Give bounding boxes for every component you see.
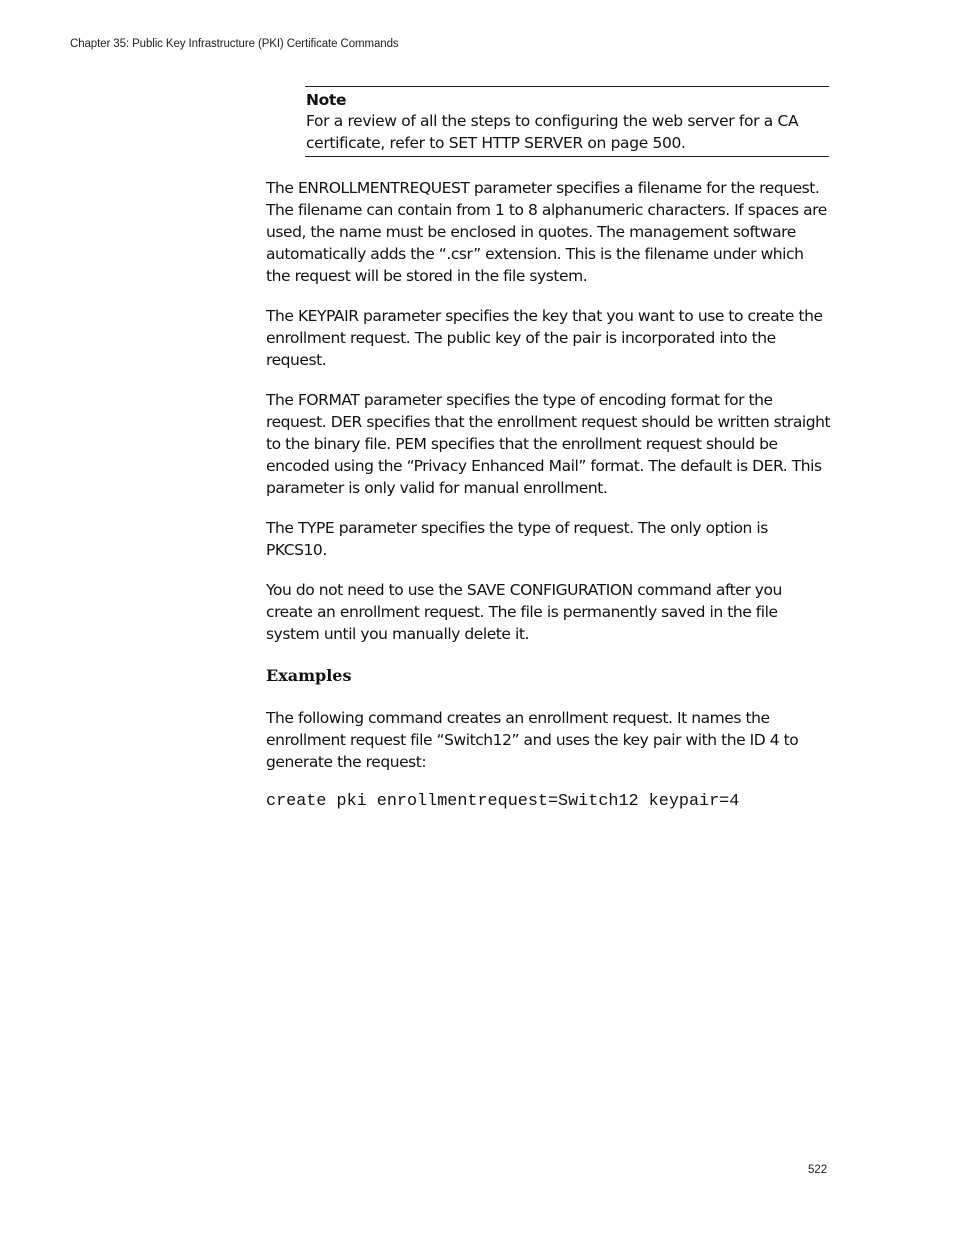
paragraph-keypair: The KEYPAIR parameter specifies the key that you want to use to create the enrollment request. The public key of the pair is incorporated into the request. [266,307,823,369]
note-text: For a review of all the steps to configuring the web server for a CA certificate, refer to SET HTTP SERVER on page 500. [306,112,799,152]
paragraph-format: The FORMAT parameter specifies the type of encoding format for the request. DER specifies that the enrollment request should be written straight to the binary file. PEM specifies that the enrollment request should be encoded using the “Privacy Enhanced Mail” format. The default is DER. This parameter is only valid for manual enrollment. [266,391,831,497]
paragraph-type: The TYPE parameter specifies the type of request. The only option is PKCS10. [266,519,768,559]
examples-intro: The following command creates an enrollment request. It names the enrollment request file “Switch12” and uses the key pair with the ID 4 to generate the request: [266,709,799,771]
paragraph-save-configuration: You do not need to use the SAVE CONFIGURATION command after you create an enrollment request. The file is permanently saved in the file system until you manually delete it. [266,581,782,643]
paragraph-enrollmentrequest: The ENROLLMENTREQUEST parameter specifies a filename for the request. The filename can contain from 1 to 8 alphanumeric characters. If spaces are used, the name must be enclosed in quotes. The management software automatically adds the “.csr” extension. This is the filename under which the request will be stored in the file system. [266,179,827,285]
note-box [305,86,829,157]
examples-heading: Examples [266,666,352,685]
example-command: create pki enrollmentrequest=Switch12 keypair=4 [266,792,740,811]
page-number: 522 [808,1164,828,1176]
note-heading: Note [306,91,347,109]
running-header: Chapter 35: Public Key Infrastructure (PKI) Certificate Commands [70,38,399,50]
